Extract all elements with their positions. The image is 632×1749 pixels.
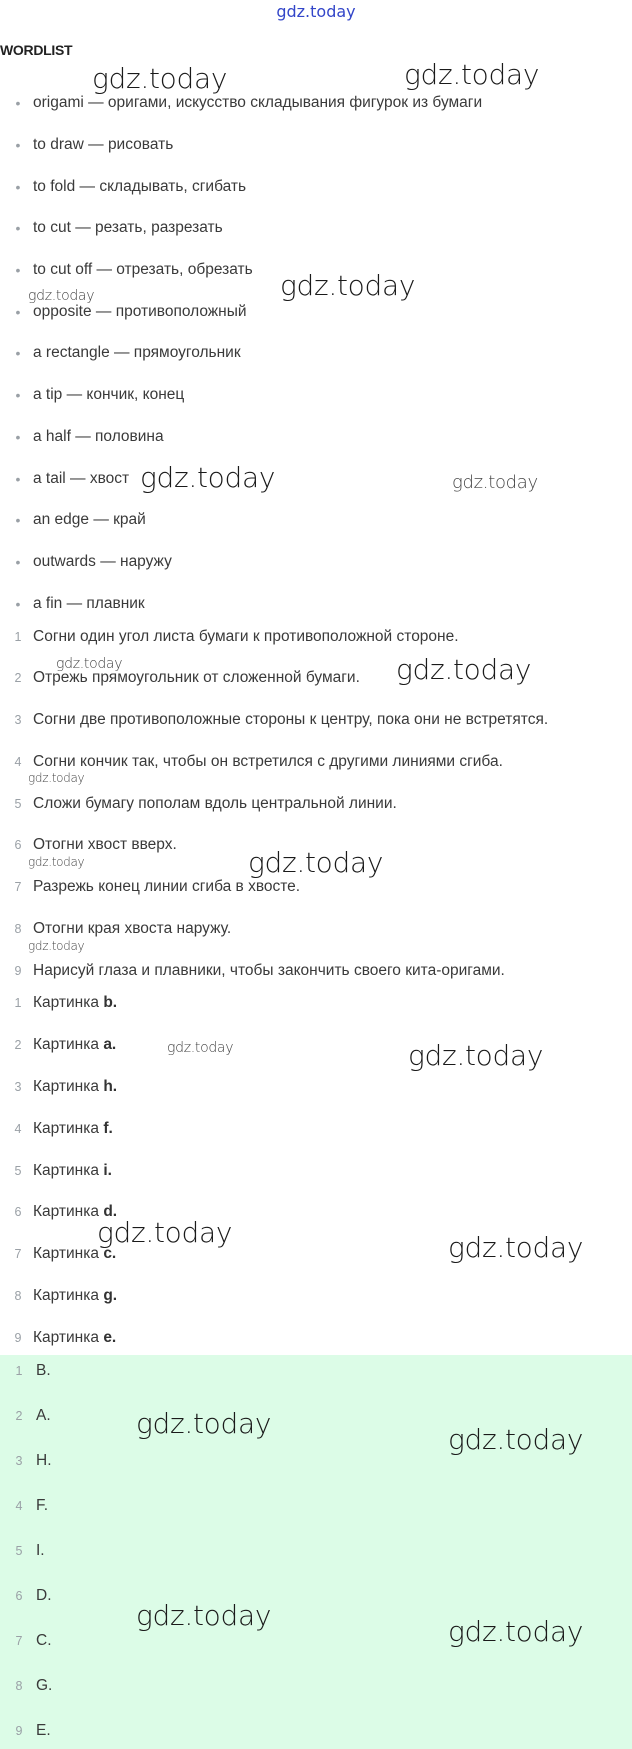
item-number: 4 — [15, 1499, 23, 1513]
list-item-text: a tip — кончик, конец — [33, 386, 185, 403]
list-item-text: to draw — рисовать — [33, 136, 174, 153]
answer-box — [0, 1355, 632, 1749]
watermark: gdz.today — [408, 1039, 544, 1072]
bullet-icon: • — [15, 554, 21, 570]
watermark: gdz.today — [28, 939, 85, 953]
watermark: gdz.today — [448, 1231, 584, 1264]
instruction-text: Согни две противоположные стороны к центру, пока они не встретятся. — [33, 711, 549, 728]
picture-label: Картинка — [33, 1078, 99, 1095]
list-item-text: a tail — хвост — [33, 470, 130, 487]
answer-text: H. — [36, 1452, 52, 1469]
item-number: 9 — [14, 964, 22, 978]
list-item-text: to fold — складывать, сгибать — [33, 178, 247, 195]
watermark: gdz.today — [280, 269, 416, 302]
item-number: 3 — [14, 713, 22, 727]
instruction-text: Отогни хвост вверх. — [33, 836, 177, 853]
list-item-text: opposite — противоположный — [33, 303, 247, 320]
picture-letter: b. — [103, 994, 118, 1011]
list-item-text: a rectangle — прямоугольник — [33, 344, 241, 361]
watermark: gdz.today — [452, 472, 538, 493]
item-number: 6 — [15, 1589, 23, 1603]
item-number: 3 — [14, 1080, 22, 1094]
picture-letter: e. — [103, 1329, 117, 1346]
picture-label: Картинка — [33, 1287, 99, 1304]
bullet-icon: • — [15, 95, 21, 111]
list-item-text: origami — оригами, искусство складывания фигурок из бумаги — [33, 94, 483, 111]
instruction-text: Отогни края хвоста наружу. — [33, 920, 232, 937]
item-number: 5 — [15, 1544, 23, 1558]
picture-letter: c. — [103, 1245, 117, 1262]
watermark: gdz.today — [136, 1599, 272, 1632]
list-item-text: a half — половина — [33, 428, 164, 445]
answer-text: F. — [36, 1497, 49, 1514]
watermark: gdz.today — [92, 62, 228, 95]
answer-text: A. — [36, 1407, 51, 1424]
watermark: gdz.today — [28, 771, 85, 785]
answer-text: C. — [36, 1632, 52, 1649]
instruction-text: Сложи бумагу пополам вдоль центральной линии. — [33, 795, 397, 812]
instruction-text: Разрежь конец линии сгиба в хвосте. — [33, 878, 301, 895]
item-number: 4 — [14, 1122, 22, 1136]
item-number: 9 — [15, 1724, 23, 1738]
bullet-icon: • — [15, 471, 21, 487]
item-number: 7 — [14, 1247, 22, 1261]
list-item-text: outwards — наружу — [33, 553, 172, 570]
item-number: 1 — [14, 996, 22, 1010]
instruction-text: Отрежь прямоугольник от сложенной бумаги. — [33, 669, 360, 686]
item-number: 6 — [14, 838, 22, 852]
instruction-text: Согни кончик так, чтобы он встретился с другими линиями сгиба. — [33, 753, 503, 770]
bullet-icon: • — [15, 220, 21, 236]
watermark: gdz.today — [97, 1216, 233, 1249]
bullet-icon: • — [15, 262, 21, 278]
picture-letter: a. — [103, 1036, 117, 1053]
picture-label: Картинка — [33, 994, 99, 1011]
picture-letter: f. — [103, 1120, 113, 1137]
watermark: gdz.today — [396, 653, 532, 686]
answer-text: G. — [36, 1677, 53, 1694]
site-logo[interactable]: gdz.today — [276, 2, 356, 21]
picture-label: Картинка — [33, 1162, 99, 1179]
watermark: gdz.today — [167, 1040, 234, 1056]
list-item-text: a fin — плавник — [33, 595, 145, 612]
picture-label: Картинка — [33, 1329, 99, 1346]
item-number: 2 — [14, 1038, 22, 1052]
instruction-text: Согни один угол листа бумаги к противоположной стороне. — [33, 628, 459, 645]
bullet-icon: • — [15, 345, 21, 361]
bullet-icon: • — [15, 429, 21, 445]
item-number: 8 — [15, 1679, 23, 1693]
watermark: gdz.today — [136, 1407, 272, 1440]
wordlist-heading: WORDLIST — [0, 42, 73, 58]
watermark: gdz.today — [28, 855, 85, 869]
bullet-icon: • — [15, 387, 21, 403]
item-number: 4 — [14, 755, 22, 769]
picture-label: Картинка — [33, 1036, 99, 1053]
bullet-icon: • — [15, 512, 21, 528]
picture-letter: d. — [103, 1203, 118, 1220]
item-number: 5 — [14, 797, 22, 811]
picture-label: Картинка — [33, 1245, 99, 1262]
item-number: 6 — [14, 1205, 22, 1219]
answer-text: D. — [36, 1587, 52, 1604]
watermark: gdz.today — [404, 58, 540, 91]
answer-text: E. — [36, 1722, 51, 1739]
item-number: 5 — [14, 1164, 22, 1178]
watermark: gdz.today — [56, 656, 123, 672]
watermark: gdz.today — [248, 846, 384, 879]
bullet-icon: • — [15, 304, 21, 320]
picture-label: Картинка — [33, 1120, 99, 1137]
answer-text: B. — [36, 1362, 51, 1379]
item-number: 7 — [14, 880, 22, 894]
bullet-icon: • — [15, 137, 21, 153]
item-number: 2 — [14, 671, 22, 685]
list-item-text: to cut off — отрезать, обрезать — [33, 261, 253, 278]
list-item-text: an edge — край — [33, 511, 146, 528]
picture-letter: i. — [103, 1162, 112, 1179]
watermark: gdz.today — [448, 1615, 584, 1648]
watermark: gdz.today — [448, 1423, 584, 1456]
item-number: 3 — [15, 1454, 23, 1468]
bullet-icon: • — [15, 596, 21, 612]
instruction-text: Нарисуй глаза и плавники, чтобы закончить своего кита-оригами. — [33, 962, 505, 979]
picture-letter: g. — [103, 1287, 118, 1304]
answer-text: I. — [36, 1542, 45, 1559]
picture-label: Картинка — [33, 1203, 99, 1220]
item-number: 7 — [15, 1634, 23, 1648]
bullet-icon: • — [15, 179, 21, 195]
watermark: gdz.today — [28, 288, 95, 304]
item-number: 8 — [14, 922, 22, 936]
picture-letter: h. — [103, 1078, 118, 1095]
watermark: gdz.today — [140, 461, 276, 494]
list-item-text: to cut — резать, разрезать — [33, 219, 223, 236]
item-number: 1 — [14, 630, 22, 644]
item-number: 8 — [14, 1289, 22, 1303]
item-number: 1 — [15, 1364, 23, 1378]
item-number: 9 — [14, 1331, 22, 1345]
item-number: 2 — [15, 1409, 23, 1423]
